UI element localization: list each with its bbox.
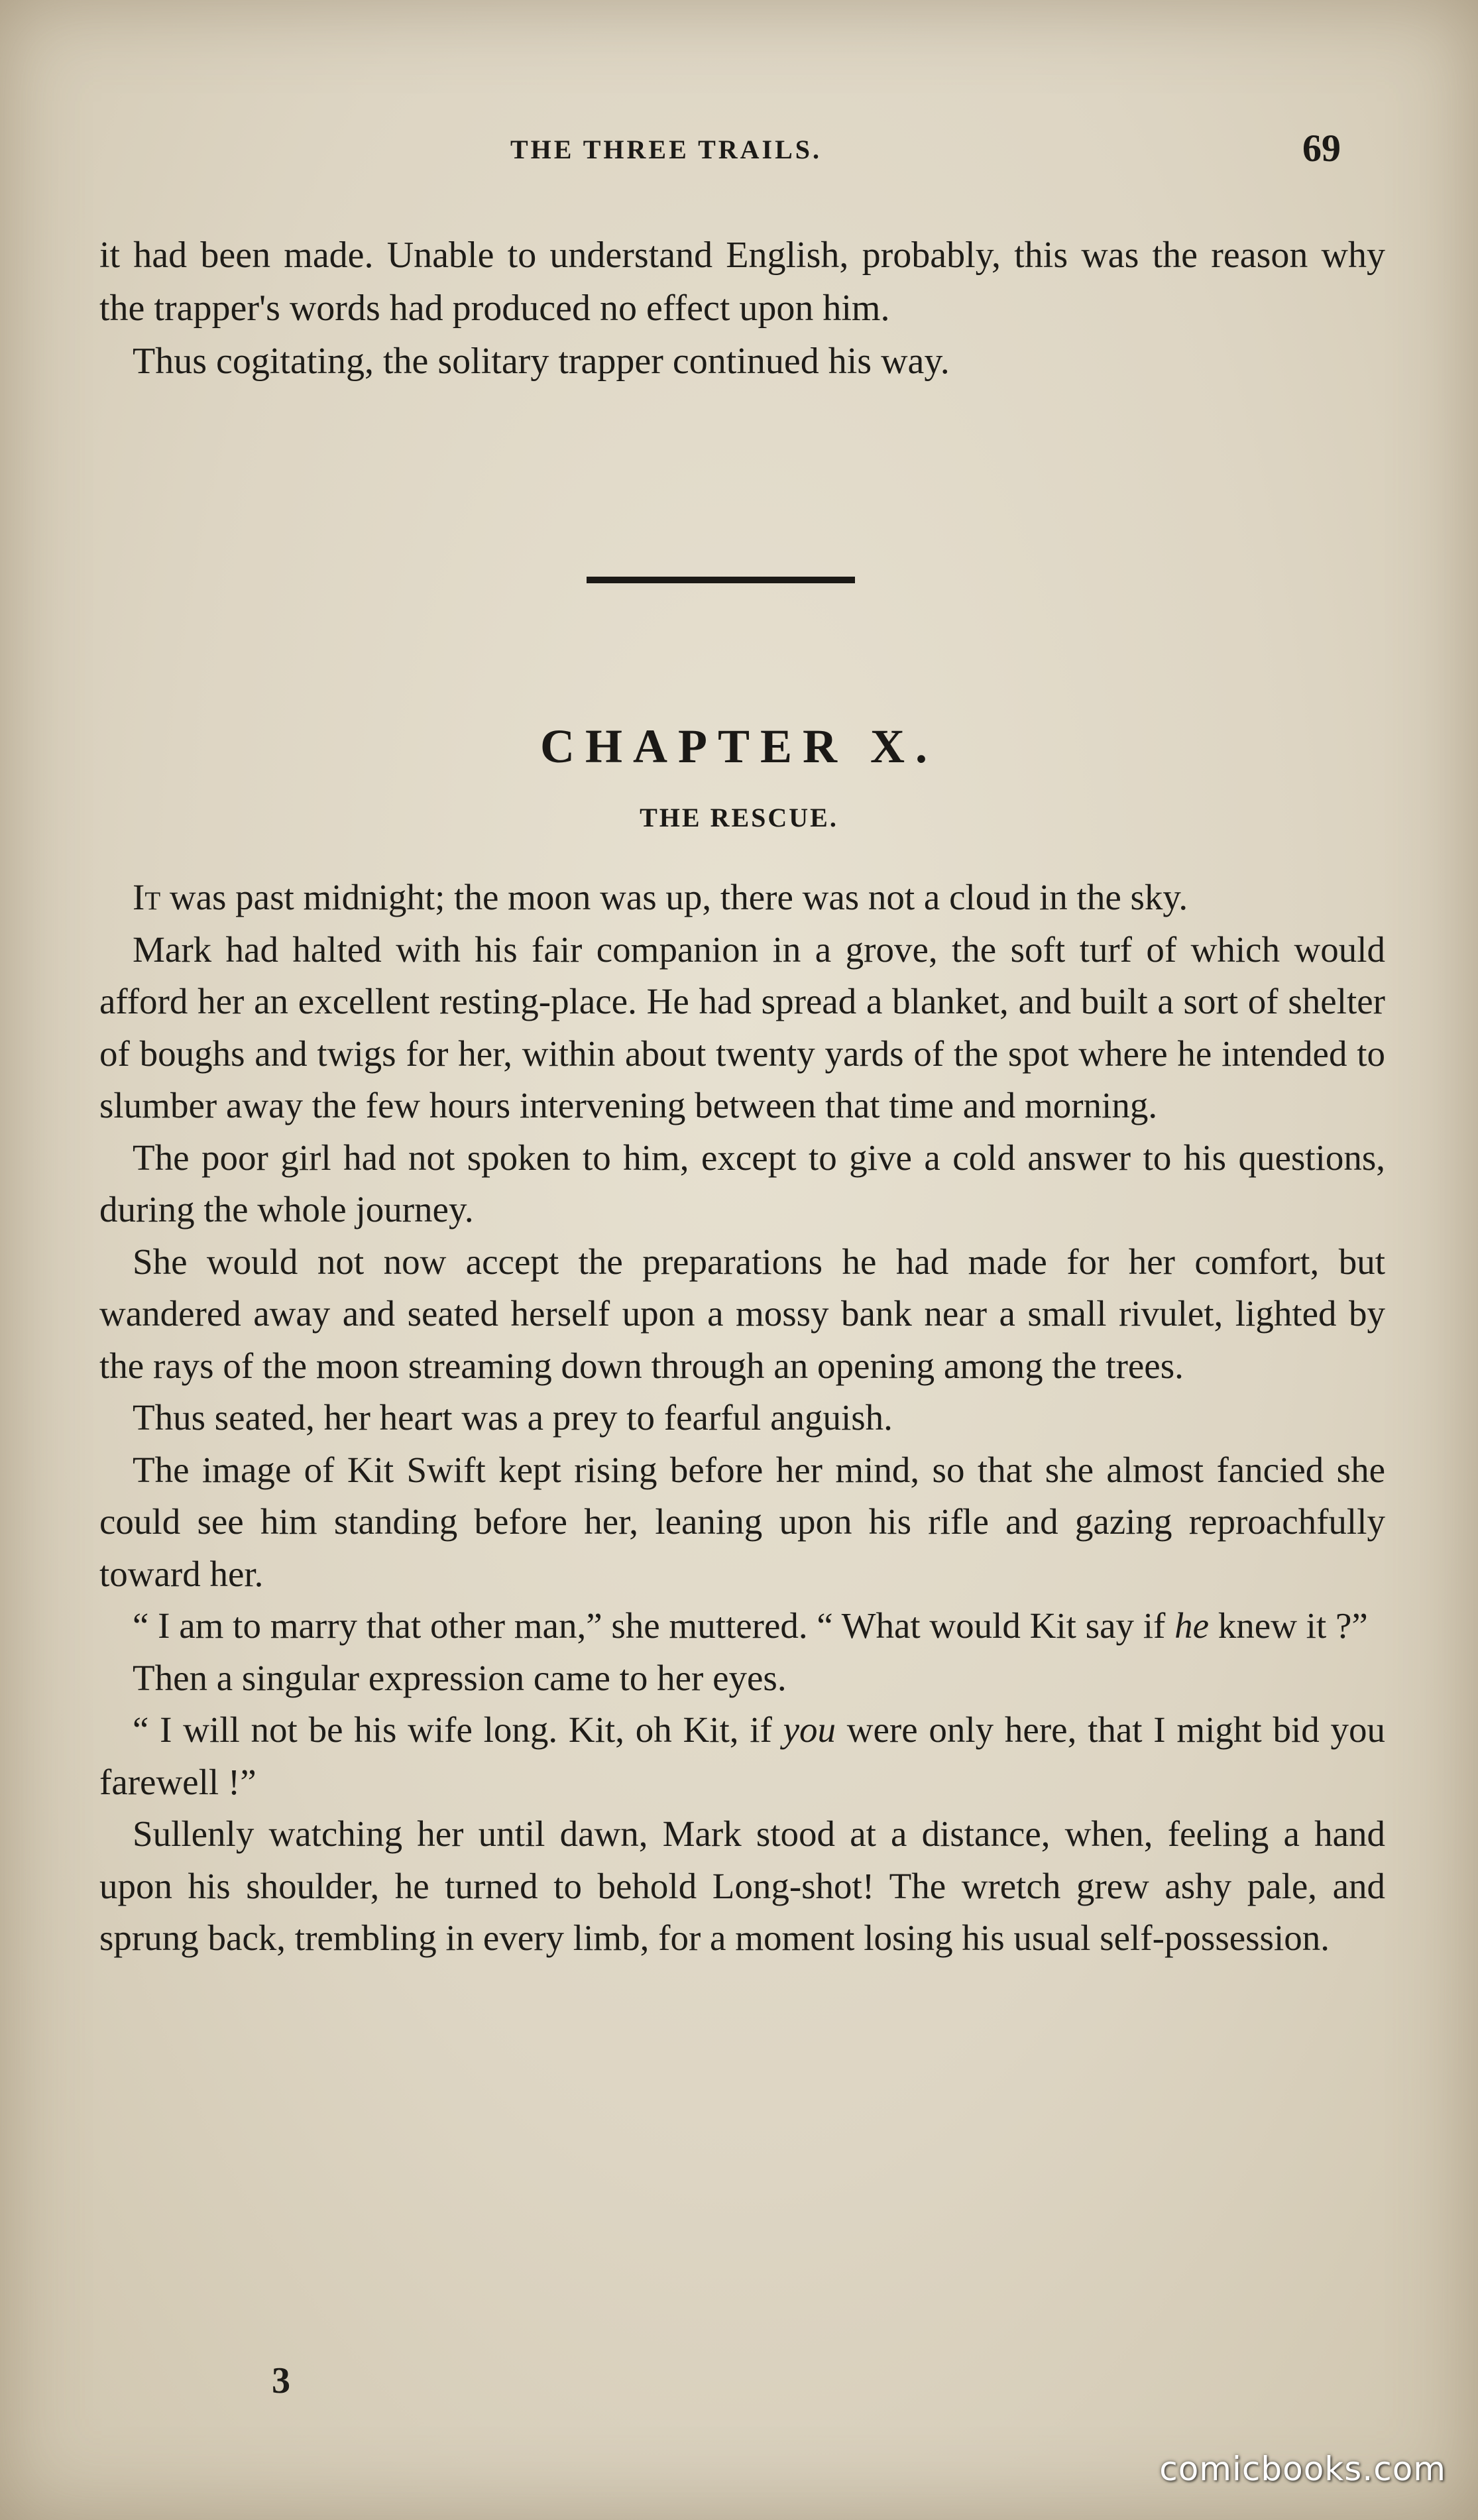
quote-text: “ I am to marry that other man,” she muttered. “ What would Kit say if (133, 1605, 1175, 1646)
paragraph: Thus seated, her heart was a prey to fearful anguish. (133, 1397, 893, 1438)
paragraph (99, 872, 1385, 924)
running-head-title: THE THREE TRAILS. (510, 135, 823, 164)
paragraph: The image of Kit Swift kept rising before her mind, so that she almost fancied she could see him standing before her, leaning upon his rifle and gazing reproachfully toward her. (99, 1449, 1385, 1594)
quote-text: knew it ?” (1209, 1605, 1368, 1646)
page-number: 69 (1302, 127, 1341, 170)
emphasis: he (1174, 1605, 1210, 1646)
chapter-body (99, 872, 1385, 1965)
chapter-title: CHAPTER X. (540, 720, 938, 773)
paragraph: Then a singular expression came to her eyes. (133, 1657, 787, 1698)
emphasis: you (783, 1709, 836, 1750)
running-head (0, 126, 1478, 179)
paragraph: it had been made. Unable to understand English, probably, this was the reason why the trapper's words had produced no effect upon him. (99, 235, 1385, 329)
paragraph (99, 1600, 1385, 1652)
paragraph: Thus cogitating, the solitary trapper continued his way. (133, 341, 950, 382)
quote-text: were only here, that I might bid you farewell !” (99, 1709, 1385, 1802)
paragraph: Sullenly watching her until dawn, Mark stood at a distance, when, feeling a hand upon his shoulder, he turned to behold Long-shot! The wretch grew ashy pale, and sprung back, trembling in every limb, for a moment losing his usual self-possession. (99, 1813, 1385, 1958)
paragraph: The poor girl had not spoken to him, except to give a cold answer to his questions, during the whole journey. (99, 1137, 1385, 1230)
section-divider (587, 577, 855, 583)
paragraph: Mark had halted with his fair companion in a grove, the soft turf of which would afford her an excellent resting-place. He had spread a blanket, and built a sort of shelter of boughs and twigs for her, within about twenty yards of the spot where he intended to slumber away the few hours intervening between that time and morning. (99, 929, 1385, 1125)
chapter-subtitle: THE RESCUE. (640, 803, 838, 832)
drop-word: It (133, 877, 161, 917)
paragraph (99, 1704, 1385, 1808)
signature-mark: 3 (272, 2360, 290, 2401)
paragraph-text: was past midnight; the moon was up, there was not a cloud in the sky. (160, 877, 1188, 917)
paragraph: She would not now accept the preparations he had made for her comfort, but wandered away and seated herself upon a mossy bank near a small rivulet, lighted by the rays of the moon streaming down through an opening among the trees. (99, 1241, 1385, 1386)
opening-text (99, 229, 1385, 388)
quote-text: “ I will not be his wife long. Kit, oh Kit, if (133, 1709, 783, 1750)
watermark: comicbooks.com (1159, 2450, 1446, 2488)
